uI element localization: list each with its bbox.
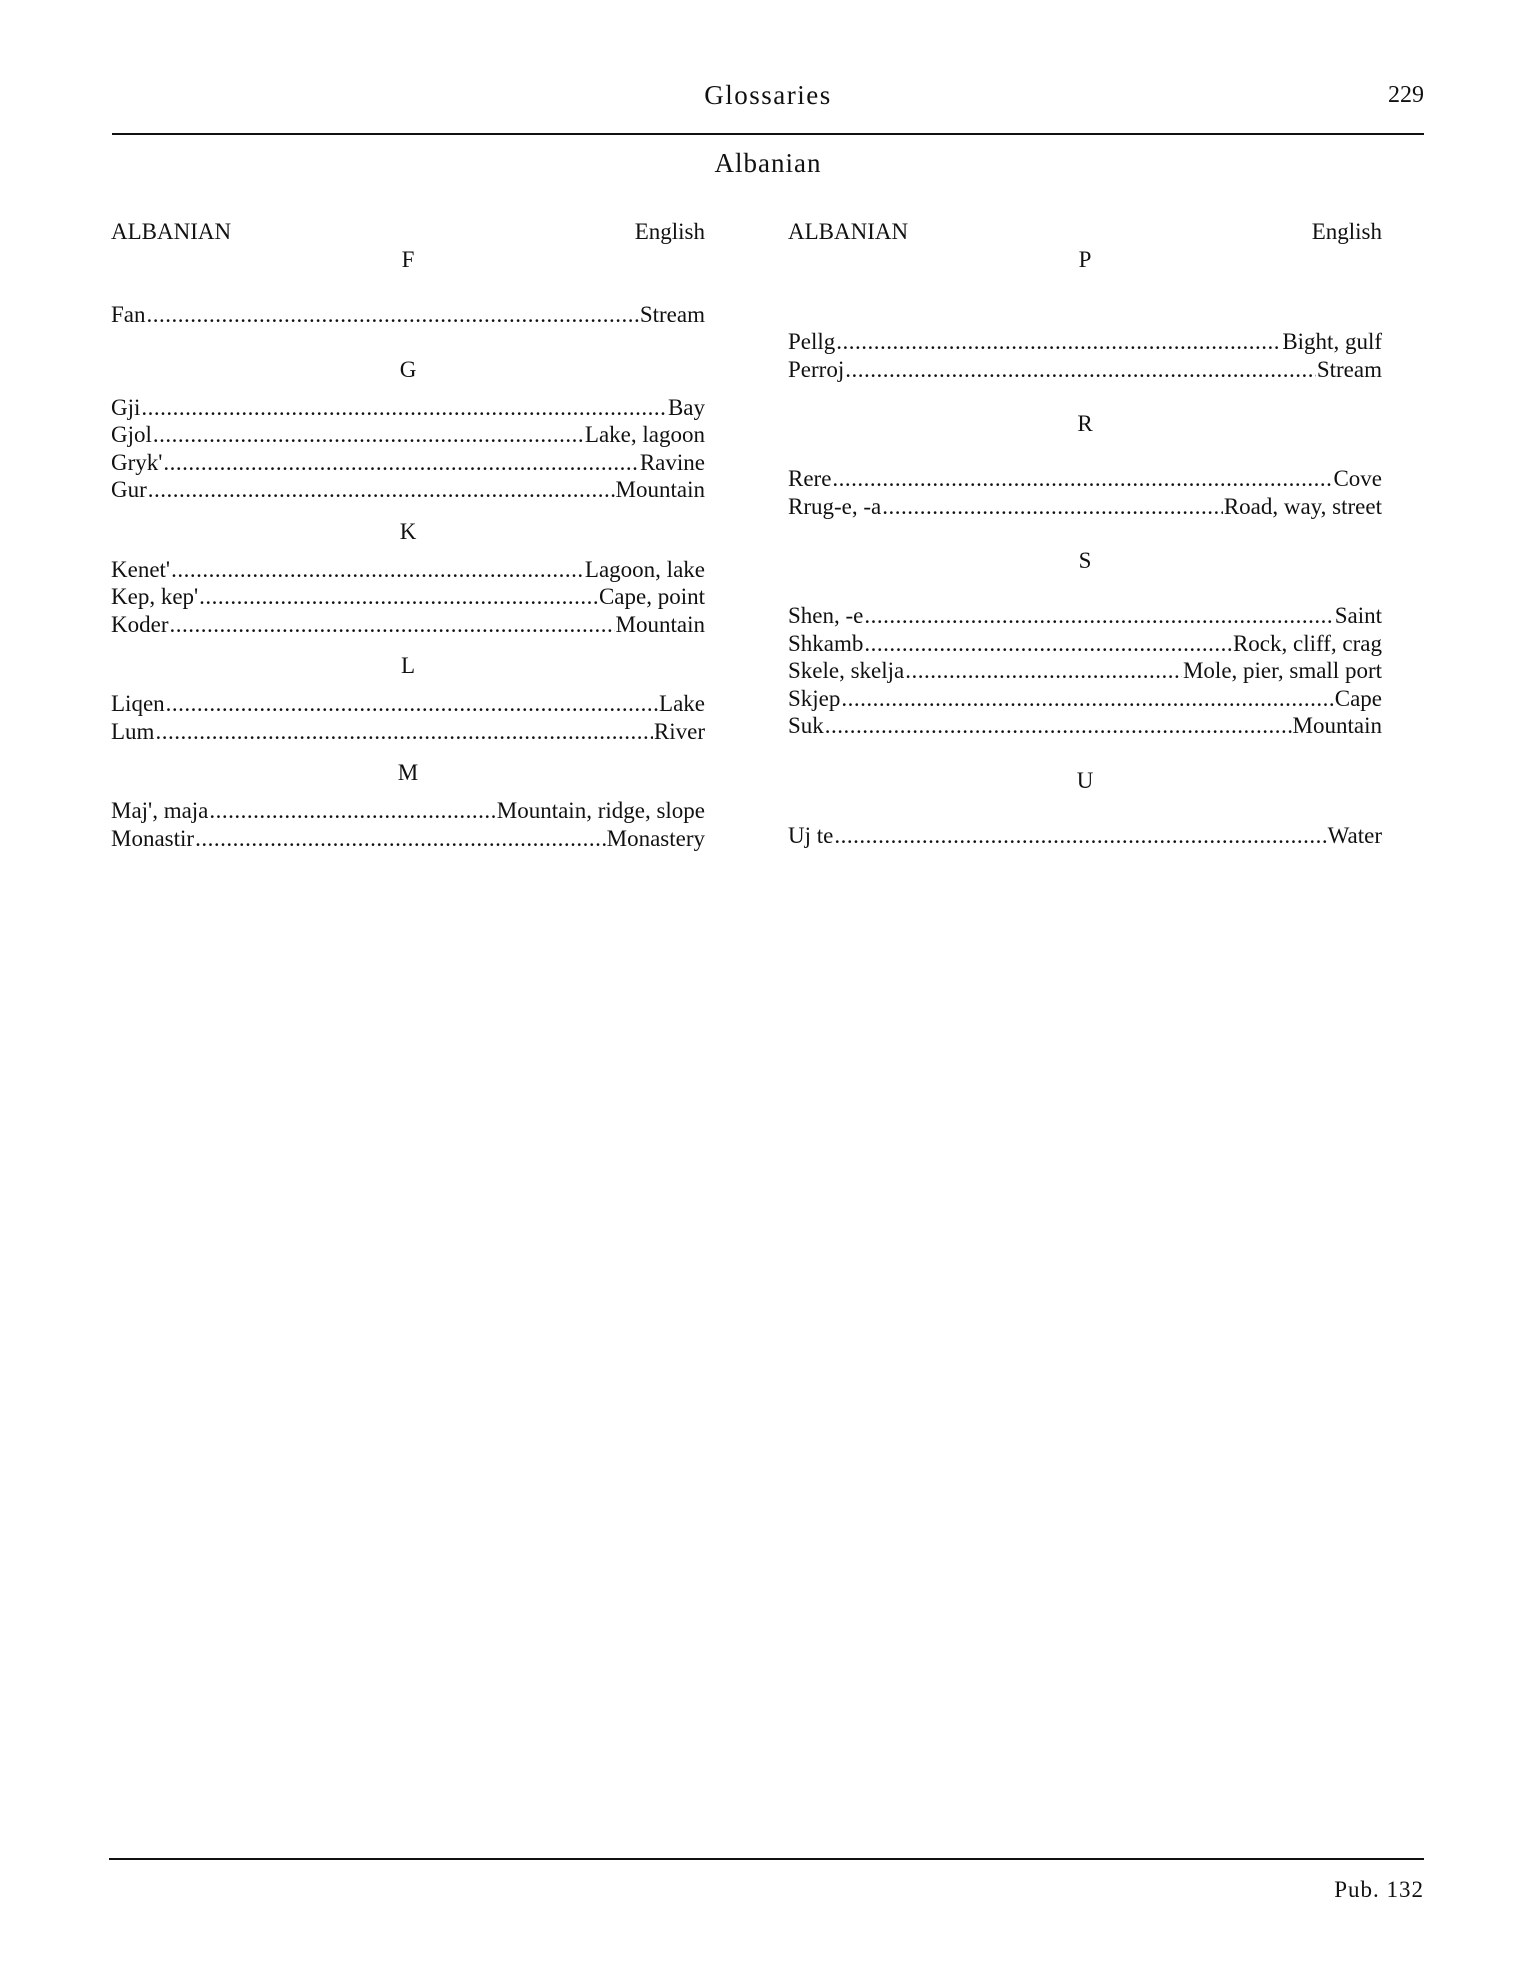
entry-term: Gryk' <box>111 449 163 475</box>
entry-definition: Stream <box>639 302 705 327</box>
glossary-entry <box>111 421 705 449</box>
glossary-entry <box>111 394 705 422</box>
entry-definition: Cape, point <box>598 584 705 609</box>
glossary-entry <box>111 825 705 853</box>
entry-term: Shkamb <box>788 630 864 656</box>
glossary-entry <box>788 602 1382 630</box>
leader-dots <box>171 556 584 584</box>
glossary-entry <box>788 493 1382 521</box>
footer-divider <box>109 1858 1424 1860</box>
glossary-entry <box>788 630 1382 658</box>
leader-dots <box>882 493 1223 521</box>
entry-definition: Cove <box>1333 466 1382 491</box>
leader-dots <box>864 602 1333 630</box>
leader-dots <box>825 712 1292 740</box>
glossary-entry <box>788 822 1382 850</box>
leader-dots <box>834 822 1326 850</box>
column-header <box>111 218 705 246</box>
entry-term: Uj te <box>788 822 834 848</box>
glossary-entry <box>111 797 705 825</box>
entry-term: Shen, -e <box>788 603 864 628</box>
glossary-entry <box>111 718 705 746</box>
entry-term: Kep, kep' <box>111 584 199 609</box>
glossary-entry <box>788 356 1382 384</box>
entry-definition: Monastery <box>606 825 705 851</box>
glossary-entry <box>111 611 705 639</box>
group-letter-s: S <box>1078 548 1092 573</box>
group-letter-l: L <box>400 653 416 678</box>
entry-definition: Mountain, ridge, slope <box>496 798 705 823</box>
entry-term: Rrug-e, -a <box>788 493 882 519</box>
entry-definition: Rock, cliff, crag <box>1232 630 1382 656</box>
entry-term: Fan <box>111 302 146 327</box>
entry-term: Perroj <box>788 356 845 382</box>
leader-dots <box>163 449 638 477</box>
entry-term: Rere <box>788 466 832 491</box>
glossary-entry <box>788 712 1382 740</box>
entry-definition: Lagoon, lake <box>584 556 705 582</box>
column-heading-albanian: ALBANIAN <box>788 219 909 244</box>
page-number: 229 <box>1388 82 1424 108</box>
glossary-entry <box>111 449 705 477</box>
glossary-entry <box>788 685 1382 713</box>
glossary-entry <box>111 690 705 718</box>
entry-definition: Bay <box>667 394 705 420</box>
entry-term: Maj', maja <box>111 798 209 823</box>
leader-dots <box>836 328 1281 356</box>
page-header <box>112 72 1424 122</box>
entry-definition: Road, way, street <box>1223 493 1382 519</box>
glossary-entry <box>788 657 1382 685</box>
column-heading-english: English <box>1311 219 1382 244</box>
glossary-entry <box>788 328 1382 356</box>
page-title: Glossaries <box>704 80 832 110</box>
column-heading-albanian: ALBANIAN <box>111 219 232 244</box>
glossary-entry <box>788 465 1382 493</box>
leader-dots <box>905 657 1182 685</box>
entry-definition: Ravine <box>639 449 705 475</box>
entry-term: Kenet' <box>111 556 171 582</box>
leader-dots <box>841 685 1333 713</box>
entry-definition: Cape <box>1334 685 1382 711</box>
group-letter-r: R <box>1077 411 1093 436</box>
group-letter-f: F <box>401 247 415 272</box>
glossary-column-left <box>111 218 705 852</box>
entry-term: Gur <box>111 477 147 502</box>
entry-term: Koder <box>111 611 169 637</box>
entry-term: Gji <box>111 394 141 420</box>
entry-term: Lum <box>111 718 155 744</box>
glossary-entry <box>111 556 705 584</box>
leader-dots <box>169 611 614 639</box>
entry-term: Pellg <box>788 329 836 354</box>
glossary-entry <box>111 476 705 504</box>
entry-term: Suk <box>788 713 824 738</box>
leader-dots <box>209 797 495 825</box>
entry-term: Liqen <box>111 691 165 716</box>
entry-term: Skjep <box>788 685 841 711</box>
entry-definition: River <box>653 718 705 744</box>
group-letter-u: U <box>1076 767 1094 793</box>
leader-dots <box>166 690 658 718</box>
leader-dots <box>195 825 606 853</box>
group-letter-g: G <box>399 356 417 382</box>
leader-dots <box>832 465 1332 493</box>
entry-definition: Mountain <box>1292 713 1382 738</box>
entry-term: Gjol <box>111 422 152 447</box>
group-letter-k: K <box>399 518 417 544</box>
group-letter-p: P <box>1078 247 1092 272</box>
entry-definition: Water <box>1327 822 1382 848</box>
leader-dots <box>864 630 1232 658</box>
group-letter-m: M <box>397 760 419 785</box>
entry-definition: Saint <box>1334 603 1382 628</box>
entry-term: Skele, skelja <box>788 658 905 683</box>
leader-dots <box>199 583 598 611</box>
header-divider <box>112 133 1424 135</box>
leader-dots <box>153 421 584 449</box>
column-header <box>788 218 1382 246</box>
entry-term: Monastir <box>111 825 195 851</box>
entry-definition: Stream <box>1316 356 1382 382</box>
glossary-entry <box>111 583 705 611</box>
leader-dots <box>147 301 639 329</box>
entry-definition: Mountain <box>615 611 705 637</box>
section-title: Albanian <box>714 148 822 178</box>
glossary-entry <box>111 301 705 329</box>
entry-definition: Bight, gulf <box>1282 329 1382 354</box>
leader-dots <box>148 476 615 504</box>
entry-definition: Mountain <box>615 477 705 502</box>
entry-definition: Lake <box>659 691 705 716</box>
glossary-column-right <box>788 218 1382 849</box>
leader-dots <box>141 394 667 422</box>
publication-number: Pub. 132 <box>1334 1877 1424 1902</box>
entry-definition: Lake, lagoon <box>584 422 705 447</box>
entry-definition: Mole, pier, small port <box>1182 658 1382 683</box>
leader-dots <box>155 718 652 746</box>
leader-dots <box>845 356 1316 384</box>
column-heading-english: English <box>634 219 705 244</box>
